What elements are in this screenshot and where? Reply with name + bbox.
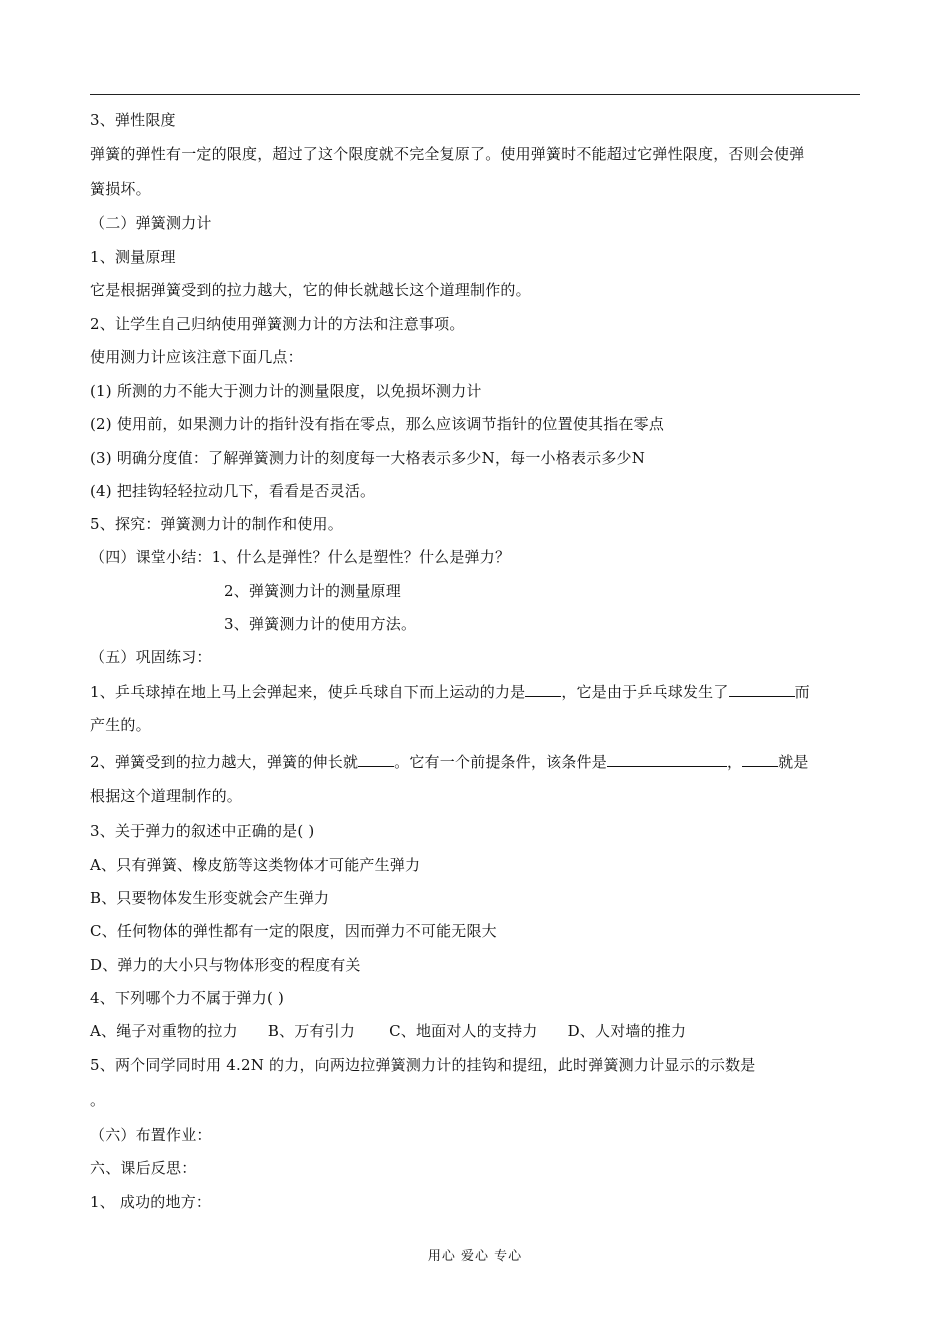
usage-method-title: 2、让学生自己归纳使用弹簧测力计的方法和注意事项。 (90, 315, 465, 333)
question-3-option-d: D、弹力的大小只与物体形变的程度有关 (90, 956, 361, 974)
question-1-text-a: 1、乒乓球掉在地上马上会弹起来，使乒乓球自下而上运动的力是 (90, 683, 526, 701)
page-footer: 用心 爱心 专心 (427, 1249, 523, 1264)
question-4-options (90, 1022, 686, 1040)
answer-blank (729, 682, 795, 697)
question-5-line-2: 。 (90, 1091, 106, 1109)
question-2-text-d: 就是 (778, 753, 809, 771)
reflection-section-title: 六、课后反思： (90, 1159, 197, 1177)
question-2-line-1 (90, 752, 809, 771)
class-summary-line-3: 3、弹簧测力计的使用方法。 (224, 615, 417, 633)
question-4-option-c: C、地面对人的支持力 (389, 1022, 538, 1040)
question-4-option-a: A、绳子对重物的拉力 (90, 1022, 238, 1040)
question-4-option-d: D、人对墙的推力 (567, 1022, 687, 1040)
question-2-text-b: 。它有一个前提条件，该条件是 (394, 753, 607, 771)
usage-note-3: (3) 明确分度值：了解弹簧测力计的刻度每一大格表示多少N，每一小格表示多少N (90, 449, 646, 467)
question-5-line-1: 5、两个同学同时用 4.2N 的力，向两边拉弹簧测力计的挂钩和提纽，此时弹簧测力计显示的示数是 (90, 1056, 756, 1074)
question-4-option-b: B、万有引力 (267, 1022, 356, 1040)
header-rule (90, 94, 860, 95)
practice-section-title: （五）巩固练习： (90, 648, 212, 666)
usage-note-4: (4) 把挂钩轻轻拉动几下，看看是否灵活。 (90, 482, 376, 500)
answer-blank (358, 752, 394, 767)
section-spring-scale-title: （二）弹簧测力计 (90, 214, 212, 232)
reflection-item-1: 1、 成功的地方： (90, 1193, 212, 1211)
question-3-option-b: B、只要物体发生形变就会产生弹力 (90, 889, 330, 907)
class-summary-line-1: （四）课堂小结：1、什么是弹性？什么是塑性？什么是弹力？ (90, 548, 511, 566)
homework-section-title: （六）布置作业： (90, 1126, 212, 1144)
class-summary-line-2: 2、弹簧测力计的测量原理 (224, 582, 401, 600)
question-3-option-c: C、任何物体的弹性都有一定的限度，因而弹力不可能无限大 (90, 922, 497, 940)
explore-item: 5、探究：弹簧测力计的制作和使用。 (90, 515, 343, 533)
question-3-option-a: A、只有弹簧、橡皮筋等这类物体才可能产生弹力 (90, 856, 421, 874)
section-elastic-limit-title: 3、弹性限度 (90, 111, 176, 129)
question-2-line-2: 根据这个道理制作的。 (90, 787, 243, 805)
question-2-text-c: ， (726, 753, 743, 771)
question-1-text-b: ，它是由于乒乓球发生了 (561, 683, 729, 701)
answer-blank (742, 752, 778, 767)
question-1-line-2: 产生的。 (90, 716, 151, 734)
answer-blank (607, 752, 727, 767)
usage-notes-intro: 使用测力计应该注意下面几点： (90, 348, 303, 366)
elastic-limit-paragraph-line-1: 弹簧的弹性有一定的限度，超过了这个限度就不完全复原了。使用弹簧时不能超过它弹性限度，否则会使弹 (90, 145, 805, 163)
measurement-principle-text: 它是根据弹簧受到的拉力越大，它的伸长就越长这个道理制作的。 (90, 281, 531, 299)
question-1-line-1 (90, 682, 810, 701)
question-4: 4、下列哪个力不属于弹力( ) (90, 989, 285, 1007)
usage-note-2: (2) 使用前，如果测力计的指针没有指在零点，那么应该调节指针的位置使其指在零点 (90, 415, 665, 433)
usage-note-1: (1) 所测的力不能大于测力计的测量限度，以免损坏测力计 (90, 382, 482, 400)
answer-blank (525, 682, 561, 697)
question-1-text-c: 而 (794, 683, 810, 701)
measurement-principle-title: 1、测量原理 (90, 248, 176, 266)
question-3: 3、关于弹力的叙述中正确的是( ) (90, 822, 315, 840)
question-2-text-a: 2、弹簧受到的拉力越大，弹簧的伸长就 (90, 753, 359, 771)
elastic-limit-paragraph-line-2: 簧损坏。 (90, 180, 151, 198)
